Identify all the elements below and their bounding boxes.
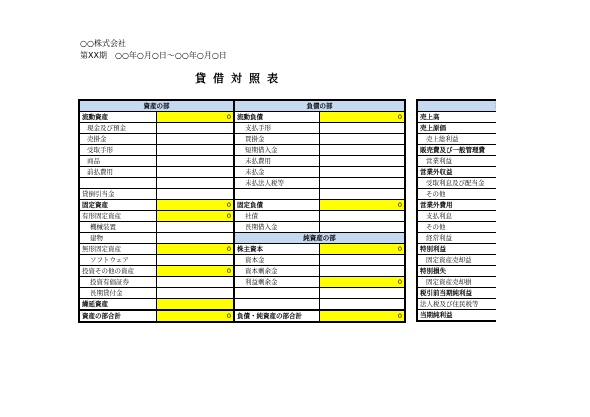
income-row-label: 固定資産売却益 bbox=[417, 255, 515, 266]
table-row bbox=[79, 123, 405, 134]
row-value[interactable] bbox=[156, 255, 234, 266]
income-row-label: 固定資産売却損 bbox=[417, 277, 515, 288]
row-label: 機械装置 bbox=[79, 222, 156, 233]
row-value[interactable]: 0 bbox=[319, 310, 405, 322]
table-row bbox=[79, 112, 405, 123]
row-value[interactable]: 0 bbox=[156, 200, 234, 211]
income-row-label: 受取利息及び配当金 bbox=[417, 178, 515, 189]
row-label: 投資有価証券 bbox=[79, 277, 156, 288]
row-label bbox=[234, 189, 319, 200]
row-label: 買掛金 bbox=[234, 134, 319, 145]
table-row bbox=[79, 189, 405, 200]
table-row bbox=[79, 266, 405, 277]
table-row bbox=[79, 310, 405, 322]
row-label: 長期借入金 bbox=[234, 222, 319, 233]
row-value[interactable] bbox=[156, 299, 234, 311]
row-label: 受取手形 bbox=[79, 145, 156, 156]
income-row-label: 営業外費用 bbox=[417, 200, 515, 211]
row-value[interactable]: 0 bbox=[319, 200, 405, 211]
row-label: 有形固定資産 bbox=[79, 211, 156, 222]
income-row-label: 特別損失 bbox=[417, 266, 515, 277]
row-label: 貸倒引当金 bbox=[79, 189, 156, 200]
row-label bbox=[79, 178, 156, 189]
row-value[interactable] bbox=[319, 145, 405, 156]
row-value[interactable] bbox=[319, 123, 405, 134]
row-label: 短期借入金 bbox=[234, 145, 319, 156]
table-row bbox=[79, 222, 405, 233]
row-value[interactable]: 0 bbox=[156, 112, 234, 123]
row-label: 未払法人税等 bbox=[234, 178, 319, 189]
row-value[interactable] bbox=[319, 178, 405, 189]
income-row-label: 法人税及び住民税等 bbox=[417, 299, 515, 310]
row-label: 流動資産 bbox=[79, 112, 156, 123]
table-row bbox=[79, 288, 405, 299]
row-value[interactable] bbox=[319, 211, 405, 222]
row-value[interactable] bbox=[156, 123, 234, 134]
row-value[interactable] bbox=[319, 189, 405, 200]
row-value[interactable]: 0 bbox=[319, 112, 405, 123]
fiscal-period: 第XX期 ○○年○月○日〜○○年○月○日 bbox=[80, 51, 227, 60]
row-label: 繰延資産 bbox=[79, 299, 156, 311]
income-row-label: 売上高 bbox=[417, 112, 515, 123]
row-value[interactable]: 0 bbox=[319, 277, 405, 288]
income-row-label: 特別利益 bbox=[417, 244, 515, 255]
row-value[interactable] bbox=[156, 167, 234, 178]
income-row-label: 販売費及び一般管理費 bbox=[417, 145, 515, 156]
table-header-row bbox=[79, 100, 405, 112]
income-row-label: 支払利息 bbox=[417, 211, 515, 222]
row-label bbox=[234, 288, 319, 299]
row-label: 流動負債 bbox=[234, 112, 319, 123]
row-value[interactable] bbox=[156, 156, 234, 167]
row-value[interactable] bbox=[319, 255, 405, 266]
row-value[interactable] bbox=[156, 277, 234, 288]
table-row bbox=[79, 255, 405, 266]
page-clip bbox=[496, 96, 590, 346]
row-label: 売掛金 bbox=[79, 134, 156, 145]
row-label: 無形固定資産 bbox=[79, 244, 156, 255]
table-row bbox=[79, 244, 405, 255]
table-row bbox=[79, 211, 405, 222]
row-label: 未払金 bbox=[234, 167, 319, 178]
assets-heading: 資産の部 bbox=[79, 100, 234, 112]
income-row-label: その他 bbox=[417, 189, 515, 200]
income-row-label: 売上総利益 bbox=[417, 134, 515, 145]
row-label: 未払費用 bbox=[234, 156, 319, 167]
income-row-label: 経常利益 bbox=[417, 233, 515, 244]
row-label: 固定資産 bbox=[79, 200, 156, 211]
row-value[interactable]: 0 bbox=[156, 211, 234, 222]
document-title: 貸借対照表 bbox=[195, 72, 285, 85]
row-label: 資産の部合計 bbox=[79, 310, 156, 322]
row-label: 支払手形 bbox=[234, 123, 319, 134]
table-row bbox=[79, 178, 405, 189]
row-value[interactable] bbox=[319, 222, 405, 233]
table-row bbox=[79, 299, 405, 311]
row-value[interactable] bbox=[319, 134, 405, 145]
row-value[interactable] bbox=[156, 189, 234, 200]
income-row-label: その他 bbox=[417, 222, 515, 233]
row-label: 資本剰余金 bbox=[234, 266, 319, 277]
row-label: 社債 bbox=[234, 211, 319, 222]
equity-heading: 純資産の部 bbox=[234, 233, 405, 244]
income-row-label: 営業利益 bbox=[417, 156, 515, 167]
row-label: 長期貸付金 bbox=[79, 288, 156, 299]
row-value[interactable] bbox=[156, 145, 234, 156]
row-label: ソフトウェア bbox=[79, 255, 156, 266]
row-value[interactable] bbox=[319, 266, 405, 277]
liabilities-heading: 負債の部 bbox=[234, 100, 405, 112]
company-name: ○○株式会社 bbox=[80, 39, 126, 48]
row-label: 固定負債 bbox=[234, 200, 319, 211]
table-row bbox=[79, 145, 405, 156]
table-row bbox=[79, 233, 405, 244]
row-label: 負債・純資産の部合計 bbox=[234, 310, 319, 322]
row-value[interactable] bbox=[156, 233, 234, 244]
row-value[interactable] bbox=[156, 222, 234, 233]
row-value[interactable] bbox=[156, 288, 234, 299]
row-value[interactable] bbox=[319, 288, 405, 299]
row-label: 資本金 bbox=[234, 255, 319, 266]
row-value[interactable] bbox=[319, 156, 405, 167]
row-value[interactable]: 0 bbox=[156, 310, 234, 322]
income-row-label: 税引前当期純利益 bbox=[417, 288, 515, 299]
row-label: 建物 bbox=[79, 233, 156, 244]
row-label: 商品 bbox=[79, 156, 156, 167]
balance-sheet-table bbox=[78, 99, 406, 323]
table-row bbox=[79, 134, 405, 145]
table-row bbox=[79, 167, 405, 178]
row-label: 前払費用 bbox=[79, 167, 156, 178]
row-value[interactable] bbox=[319, 299, 405, 311]
row-value[interactable] bbox=[156, 178, 234, 189]
row-value[interactable] bbox=[156, 134, 234, 145]
row-label: 投資その他の資産 bbox=[79, 266, 156, 277]
table-row bbox=[79, 156, 405, 167]
row-label bbox=[234, 299, 319, 311]
row-label: 利益剰余金 bbox=[234, 277, 319, 288]
row-value[interactable]: 0 bbox=[156, 244, 234, 255]
table-row bbox=[79, 200, 405, 211]
row-value[interactable]: 0 bbox=[319, 244, 405, 255]
income-row-label: 当期純利益 bbox=[417, 310, 515, 322]
row-label: 現金及び預金 bbox=[79, 123, 156, 134]
row-value[interactable]: 0 bbox=[156, 266, 234, 277]
row-value[interactable] bbox=[319, 167, 405, 178]
row-label: 株主資本 bbox=[234, 244, 319, 255]
income-row-label: 営業外収益 bbox=[417, 167, 515, 178]
table-row bbox=[79, 277, 405, 288]
income-row-label: 売上原価 bbox=[417, 123, 515, 134]
